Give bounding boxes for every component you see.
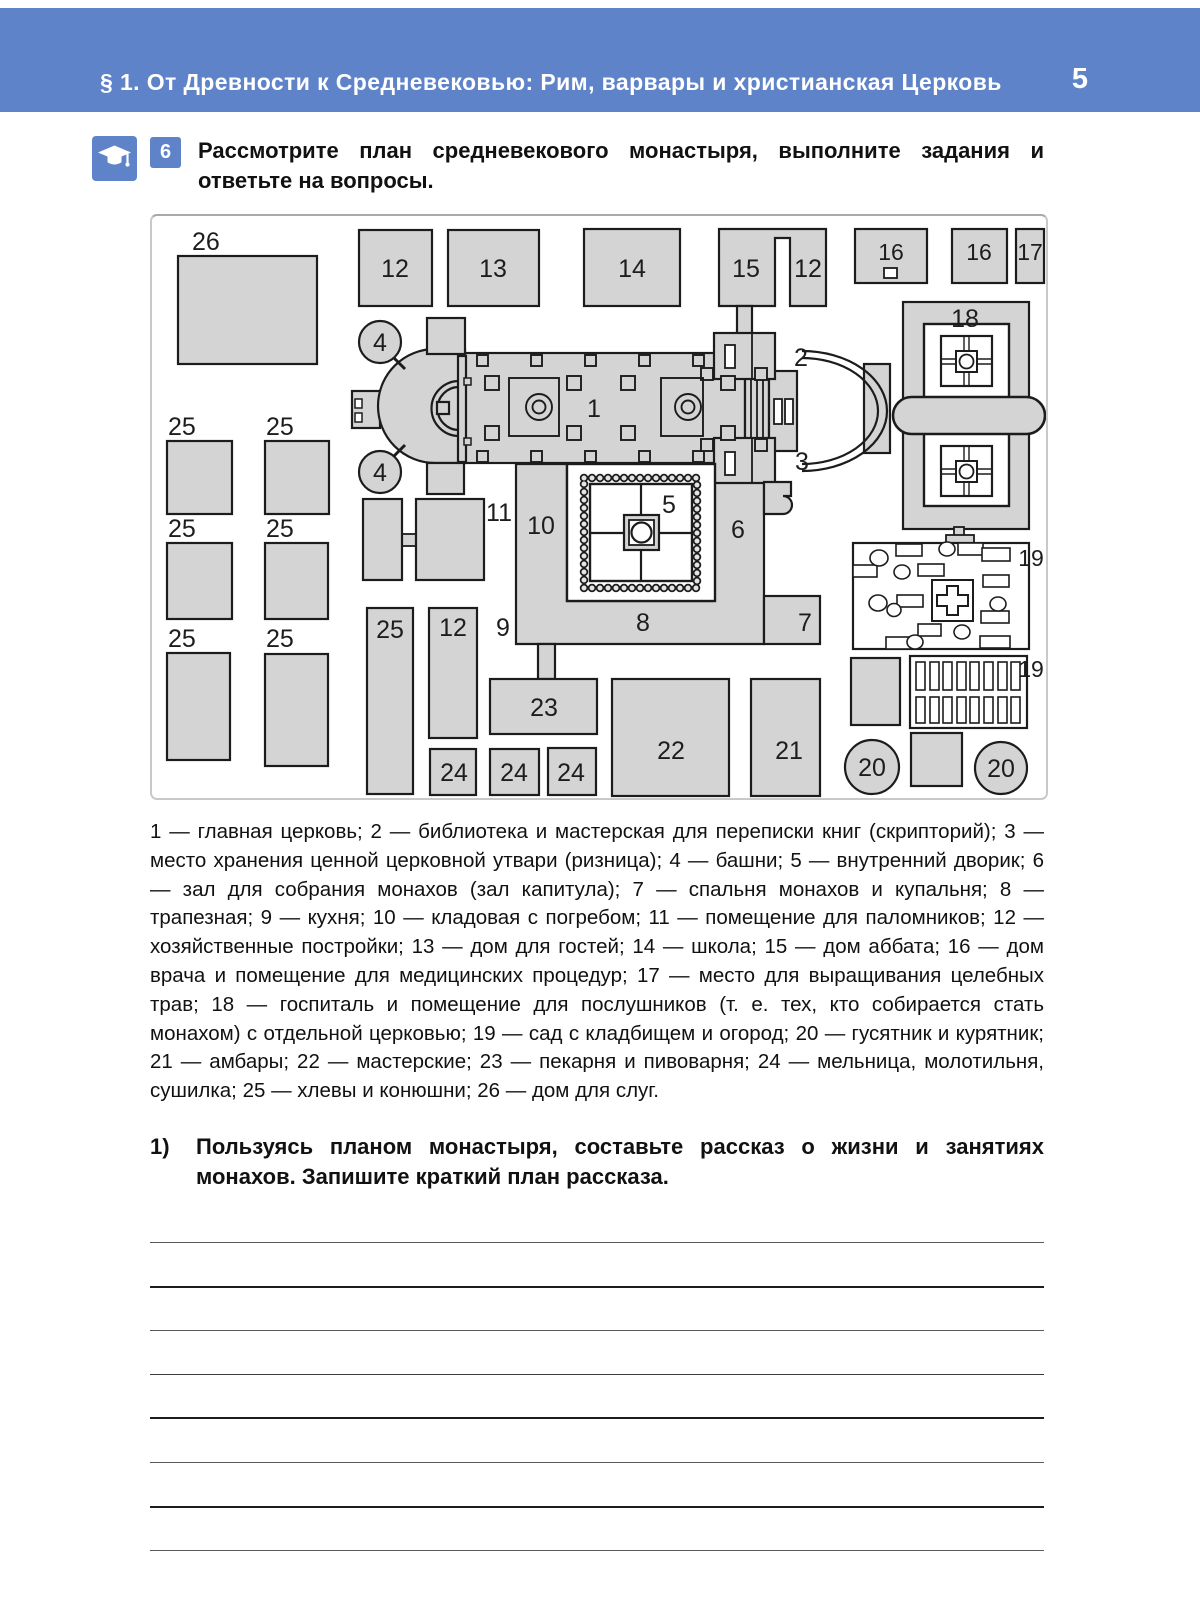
label-14: 14 <box>618 255 646 283</box>
label-16: 16 <box>966 239 992 265</box>
label-25: 25 <box>168 625 196 653</box>
label-20: 20 <box>987 755 1015 783</box>
task-number-badge: 6 <box>150 137 181 168</box>
task-row <box>92 136 1048 196</box>
label-8: 8 <box>636 609 650 637</box>
question-number: 1) <box>150 1133 170 1159</box>
label-20: 20 <box>858 754 886 782</box>
label-24: 24 <box>500 759 528 787</box>
answer-line[interactable] <box>150 1508 1044 1552</box>
label-11: 11 <box>486 499 512 527</box>
answer-line[interactable] <box>150 1331 1044 1375</box>
task-text: Рассмотрите план средневекового монастыря, выполните задания и ответьте на вопросы. <box>198 138 1044 193</box>
question-text: Пользуясь планом монастыря, составьте рассказ о жизни и занятиях монахов. Запишите краткий план рассказа. <box>196 1133 1044 1189</box>
label-13: 13 <box>479 255 507 283</box>
building-26 <box>178 256 317 364</box>
answer-area <box>150 1206 1044 1551</box>
plan-legend: 1 — главная церковь; 2 — библиотека и мастерская для переписки книг (скрипторий); 3 — место хранения ценной церковной утвари (ризница); 4 — башни; 5 — внутренний дворик; 6 — зал для собрания монахов (зал капитула); 7 — спальня монахов и купальня; 8 — трапезная; 9 — кухня; 10 — кладовая с погребом; 11 — помещение для паломников; 12 — хозяйственные постройки; 13 — дом для гостей; 14 — школа; 15 — дом аббата; 16 — дом врача и помещение для медицинских процедур; 17 — место для выращивания целебных трав; 18 — госпиталь и помещение для послушников (т. е. тех, кто собирается стать монахом) с отдельной церковью; 19 — сад с кладбищем и огород; 20 — гусятник и курятник; 21 — амбары; 22 — мастерские; 23 — пекарня и пивоварня; 24 — мельница, молотильня, сушилка; 25 — хлевы и конюшни; 26 — дом для слуг. <box>150 820 1044 1103</box>
label-12: 12 <box>794 255 822 283</box>
kitchen-passage <box>538 644 555 679</box>
label-2: 2 <box>794 344 808 372</box>
question-1 <box>150 1132 1044 1192</box>
cloister-court-5 <box>567 464 715 601</box>
building-18-hospital <box>893 302 1045 543</box>
garden-19 <box>851 656 1027 728</box>
label-17: 17 <box>1017 239 1043 265</box>
graduation-cap-icon <box>92 136 137 181</box>
label-16: 16 <box>878 239 904 265</box>
label-24: 24 <box>440 759 468 787</box>
monastery-plan-svg <box>152 216 1046 798</box>
answer-line[interactable] <box>150 1375 1044 1420</box>
bath-passage <box>764 482 792 514</box>
cemetery-19 <box>853 542 1029 649</box>
label-4: 4 <box>373 329 387 357</box>
label-24: 24 <box>557 759 585 787</box>
label-4: 4 <box>373 459 387 487</box>
label-9: 9 <box>496 614 510 642</box>
label-19: 19 <box>1018 656 1044 682</box>
answer-line[interactable] <box>150 1288 1044 1332</box>
label-25: 25 <box>376 616 404 644</box>
label-22: 22 <box>657 737 685 765</box>
label-10: 10 <box>527 512 555 540</box>
answer-line[interactable] <box>150 1463 1044 1508</box>
label-23: 23 <box>530 694 558 722</box>
label-6: 6 <box>731 516 745 544</box>
label-25: 25 <box>266 413 294 441</box>
label-26: 26 <box>192 228 220 256</box>
answer-line[interactable] <box>150 1419 1044 1463</box>
label-25: 25 <box>266 625 294 653</box>
label-12: 12 <box>439 614 467 642</box>
monastery-plan <box>150 214 1048 800</box>
label-15: 15 <box>732 255 760 283</box>
label-25: 25 <box>266 515 294 543</box>
label-25: 25 <box>168 515 196 543</box>
label-1: 1 <box>587 395 601 423</box>
page-number: 5 <box>1071 63 1088 95</box>
answer-line[interactable] <box>150 1243 1044 1288</box>
label-25: 25 <box>168 413 196 441</box>
label-5: 5 <box>662 491 676 519</box>
page-header <box>0 8 1200 112</box>
label-21: 21 <box>775 737 803 765</box>
label-18: 18 <box>951 305 979 333</box>
label-3: 3 <box>795 448 809 476</box>
label-12: 12 <box>381 255 409 283</box>
answer-line[interactable] <box>150 1206 1044 1243</box>
label-19: 19 <box>1018 545 1044 571</box>
label-7: 7 <box>798 609 812 637</box>
building-11-pilgrims <box>363 499 484 580</box>
chapter-title: § 1. От Древности к Средневековью: Рим, варвары и христианская Церковь <box>100 69 1002 95</box>
